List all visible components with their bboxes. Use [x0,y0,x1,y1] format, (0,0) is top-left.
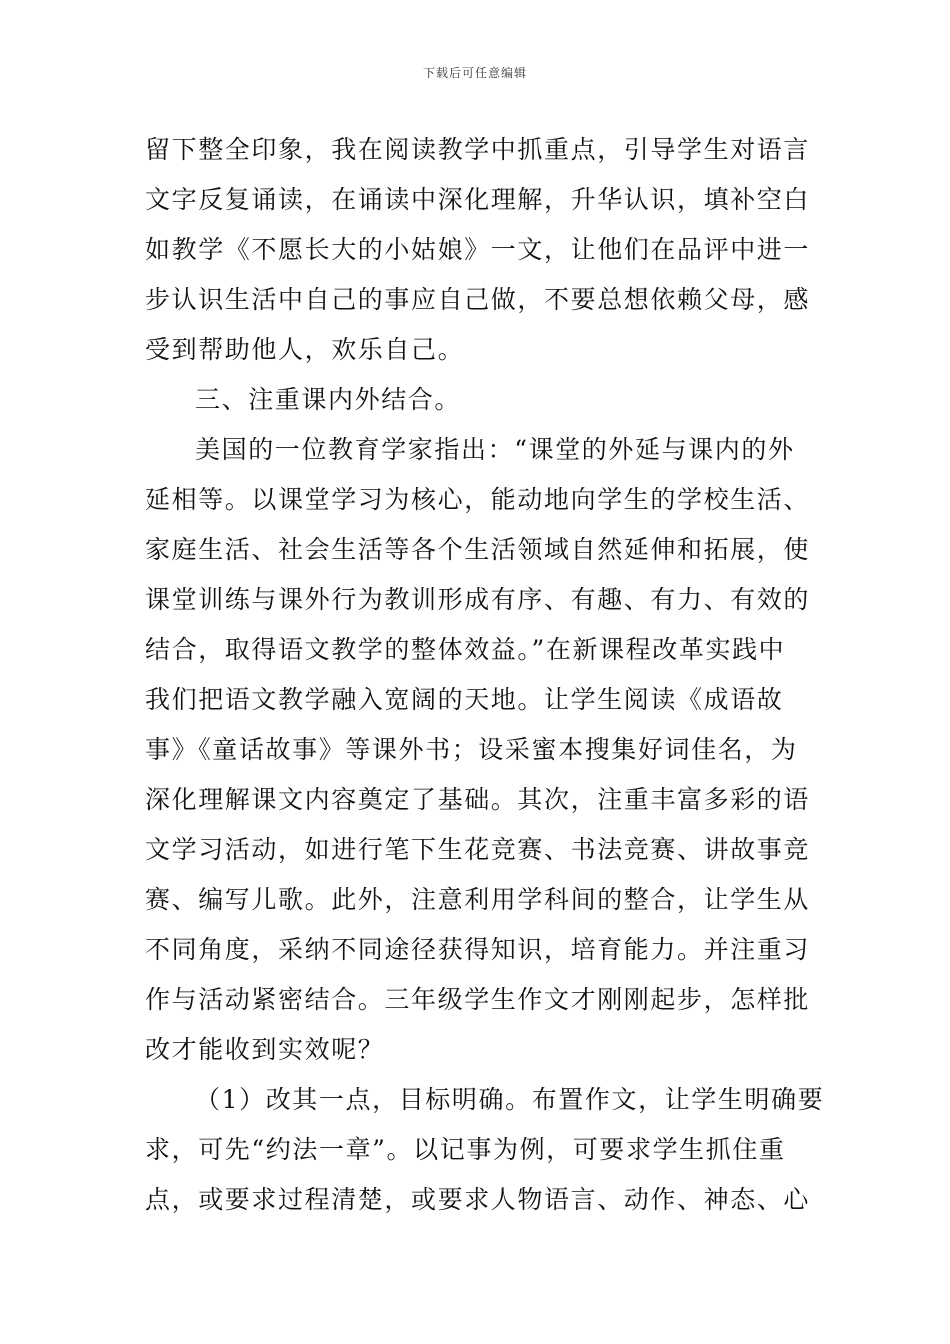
text-line: 作与活动紧密结合。三年级学生作文才刚刚起步，怎样批 [145,985,811,1014]
page-header: 下载后可任意编辑 [422,66,527,80]
text-line: 留下整全印象，我在阅读教学中抓重点，引导学生对语言 [145,135,811,164]
text-line: 受到帮助他人，欢乐自己。 [145,335,465,364]
text-line: 延相等。以课堂学习为核心，能动地向学生的学校生活、 [145,485,811,514]
text-line: 赛、编写儿歌。此外，注意利用学科间的整合，让学生从 [145,885,811,914]
text-line: （1）改其一点，目标明确。布置作文，让学生明确要 [195,1085,825,1114]
text-line: 课堂训练与课外行为教训形成有序、有趣、有力、有效的 [145,585,811,614]
section-heading: 三、注重课内外结合。 [195,385,462,414]
text-line: 文学习活动，如进行笔下生花竞赛、书法竞赛、讲故事竞 [145,835,811,864]
text-line: 美国的一位教育学家指出：“课堂的外延与课内的外 [195,435,795,464]
text-line: 深化理解课文内容奠定了基础。其次，注重丰富多彩的语 [145,785,811,814]
text-line: 不同角度，采纳不同途径获得知识，培育能力。并注重习 [145,935,811,964]
text-line: 事》《童话故事》等课外书；设采蜜本搜集好词佳名，为 [145,735,798,764]
text-line: 我们把语文教学融入宽阔的天地。让学生阅读《成语故 [145,685,784,714]
text-line: 改才能收到实效呢？ [145,1035,385,1064]
text-line: 求，可先“约法一章”。以记事为例，可要求学生抓住重 [145,1135,786,1164]
text-line: 如教学《不愿长大的小姑娘》一文，让他们在品评中进一 [145,235,811,264]
text-line: 步认识生活中自己的事应自己做，不要总想依赖父母，感 [145,285,811,314]
text-line: 点，或要求过程清楚，或要求人物语言、动作、神态、心 [145,1185,811,1214]
text-line: 文字反复诵读，在诵读中深化理解，升华认识，填补空白 [145,185,811,214]
text-line: 家庭生活、社会生活等各个生活领域自然延伸和拓展，使 [145,535,811,564]
text-line: 结合，取得语文教学的整体效益。”在新课程改革实践中 [145,635,786,664]
